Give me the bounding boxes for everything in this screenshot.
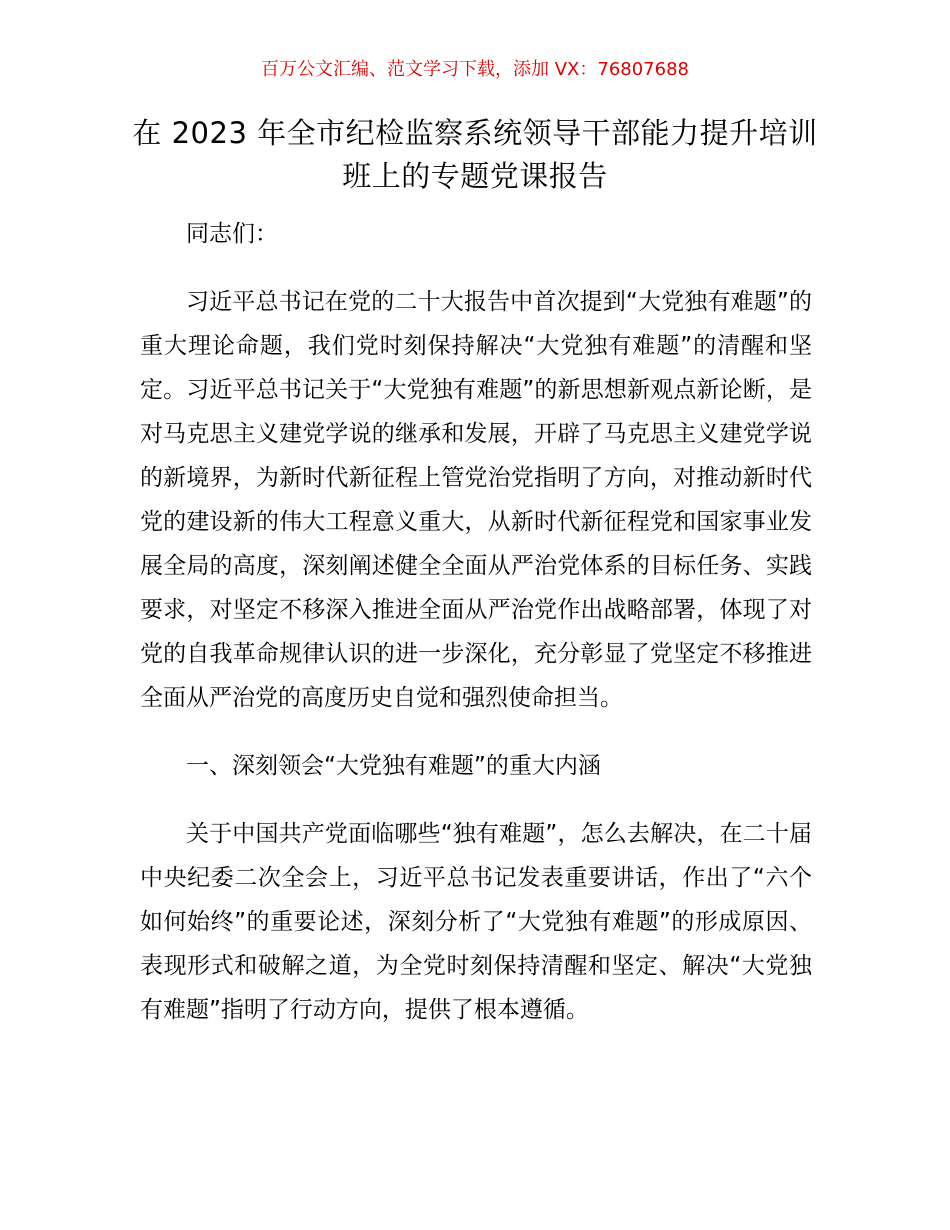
document-title: 在 2023 年全市纪检监察系统领导干部能力提升培训班上的专题党课报告 — [132, 116, 818, 193]
document-body — [140, 212, 812, 1056]
body-paragraph: 习近平总书记在党的二十大报告中首次提到“大党独有难题”的重大理论命题，我们党时刻保持解决“大党独有难题”的清醒和坚定。习近平总书记关于“大党独有难题”的新思想新观点新论断，是对马克思主义建党学说的继承和发展，开辟了马克思主义建党学说的新境界，为新时代新征程上管党治党指明了方向，对推动新时代党的建设新的伟大工程意义重大，从新时代新征程党和国家事业发展全局的高度，深刻阐述健全全面从严治党体系的目标任务、实践要求，对坚定不移深入推进全面从严治党作出战略部署，体现了对党的自我革命规律认识的进一步深化，充分彰显了党坚定不移推进全面从严治党的高度历史自觉和强烈使命担当。 — [140, 289, 812, 711]
section-paragraph: 关于中国共产党面临哪些“独有难题”，怎么去解决，在二十届中央纪委二次全会上，习近平总书记发表重要讲话，作出了“六个如何始终”的重要论述，深刻分析了“大党独有难题”的形成原因、表现形式和破解之道，为全党时刻保持清醒和坚定、解决“大党独有难题”指明了行动方向，提供了根本遵循。 — [140, 821, 812, 1023]
salutation: 同志们： — [186, 221, 278, 247]
download-notice: 百万公文汇编、范文学习下载，添加 VX：76807688 — [261, 59, 689, 80]
section-heading: 一、深刻领会“大党独有难题”的重大内涵 — [186, 753, 601, 779]
